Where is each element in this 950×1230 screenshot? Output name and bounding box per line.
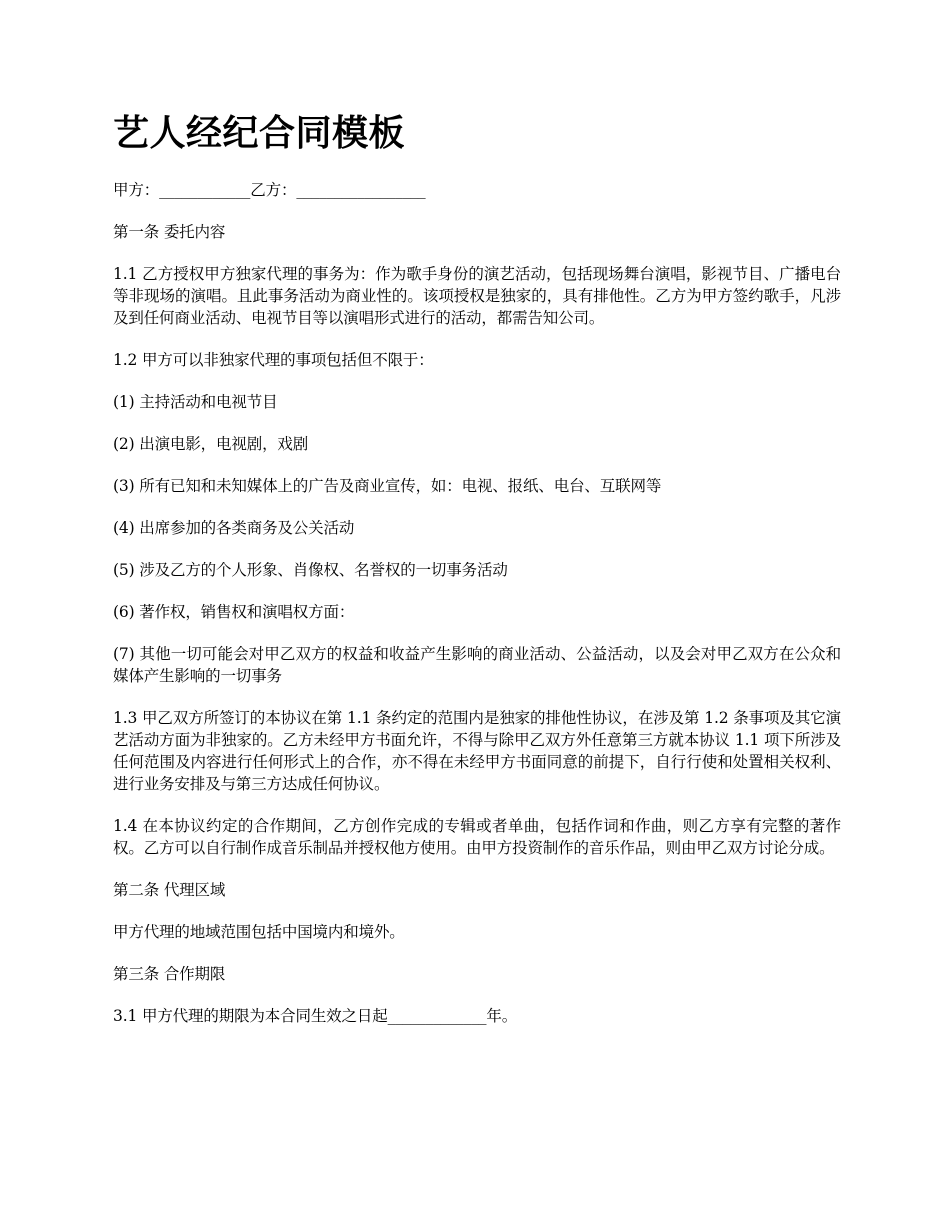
article-2-heading: 第二条 代理区域 [113, 881, 226, 899]
clause-2: 甲方代理的地域范围包括中国境内和境外。 [113, 923, 405, 941]
clause-3-1 [113, 1005, 841, 1027]
parties-line [113, 179, 841, 201]
clause-1-3: 1.3 甲乙双方所签订的本协议在第 1.1 条约定的范围内是独家的排他性协议，在涉及第 1.2 条事项及其它演艺活动方面为非独家的。乙方未经甲方书面允许，不得与除甲乙双方外任意第三方就本协议 1.1 项下所涉及任何范围及内容进行任何形式上的合作，亦不得在未经甲方书面同意的前提下，自行行使和处置相关权利、进行业务安排及与第三方达成任何协议。 [113, 709, 841, 793]
list-item-7: (7) 其他一切可能会对甲乙双方的权益和收益产生影响的商业活动、公益活动，以及会对甲乙双方在公众和媒体产生影响的一切事务 [113, 645, 841, 685]
list-item-3: (3) 所有已知和未知媒体上的广告及商业宣传，如：电视、报纸、电台、互联网等 [113, 477, 662, 495]
clause-1-4: 1.4 在本协议约定的合作期间，乙方创作完成的专辑或者单曲，包括作词和作曲，则乙方享有完整的著作权。乙方可以自行制作成音乐制品并授权他方使用。由甲方投资制作的音乐作品，则由甲乙双方讨论分成。 [113, 817, 841, 857]
list-item-6: (6) 著作权，销售权和演唱权方面： [113, 603, 355, 621]
list-item-4: (4) 出席参加的各类商务及公关活动 [113, 519, 355, 537]
party-b-blank: _________________ [296, 181, 426, 199]
party-b-label: 乙方： [250, 181, 297, 199]
list-item-1: (1) 主持活动和电视节目 [113, 393, 278, 411]
article-3-heading: 第三条 合作期限 [113, 965, 226, 983]
article-1-heading: 第一条 委托内容 [113, 223, 226, 241]
clause-3-1-prefix: 3.1 甲方代理的期限为本合同生效之日起 [113, 1007, 388, 1025]
list-item-2: (2) 出演电影，电视剧，戏剧 [113, 435, 309, 453]
party-a-blank: ____________ [159, 181, 251, 199]
party-a-label: 甲方： [113, 181, 160, 199]
clause-1-2: 1.2 甲方可以非独家代理的事项包括但不限于： [113, 351, 434, 369]
list-item-5: (5) 涉及乙方的个人形象、肖像权、名誉权的一切事务活动 [113, 561, 508, 579]
clause-3-1-suffix: 年。 [486, 1007, 518, 1025]
document-page [113, 108, 841, 1047]
term-years-blank: _____________ [387, 1007, 487, 1025]
document-title: 艺人经纪合同模板 [113, 113, 406, 154]
clause-1-1: 1.1 乙方授权甲方独家代理的事务为：作为歌手身份的演艺活动，包括现场舞台演唱，影视节目、广播电台等非现场的演唱。且此事务活动为商业性的。该项授权是独家的，具有排他性。乙方为甲方签约歌手，凡涉及到任何商业活动、电视节目等以演唱形式进行的活动，都需告知公司。 [113, 265, 841, 327]
